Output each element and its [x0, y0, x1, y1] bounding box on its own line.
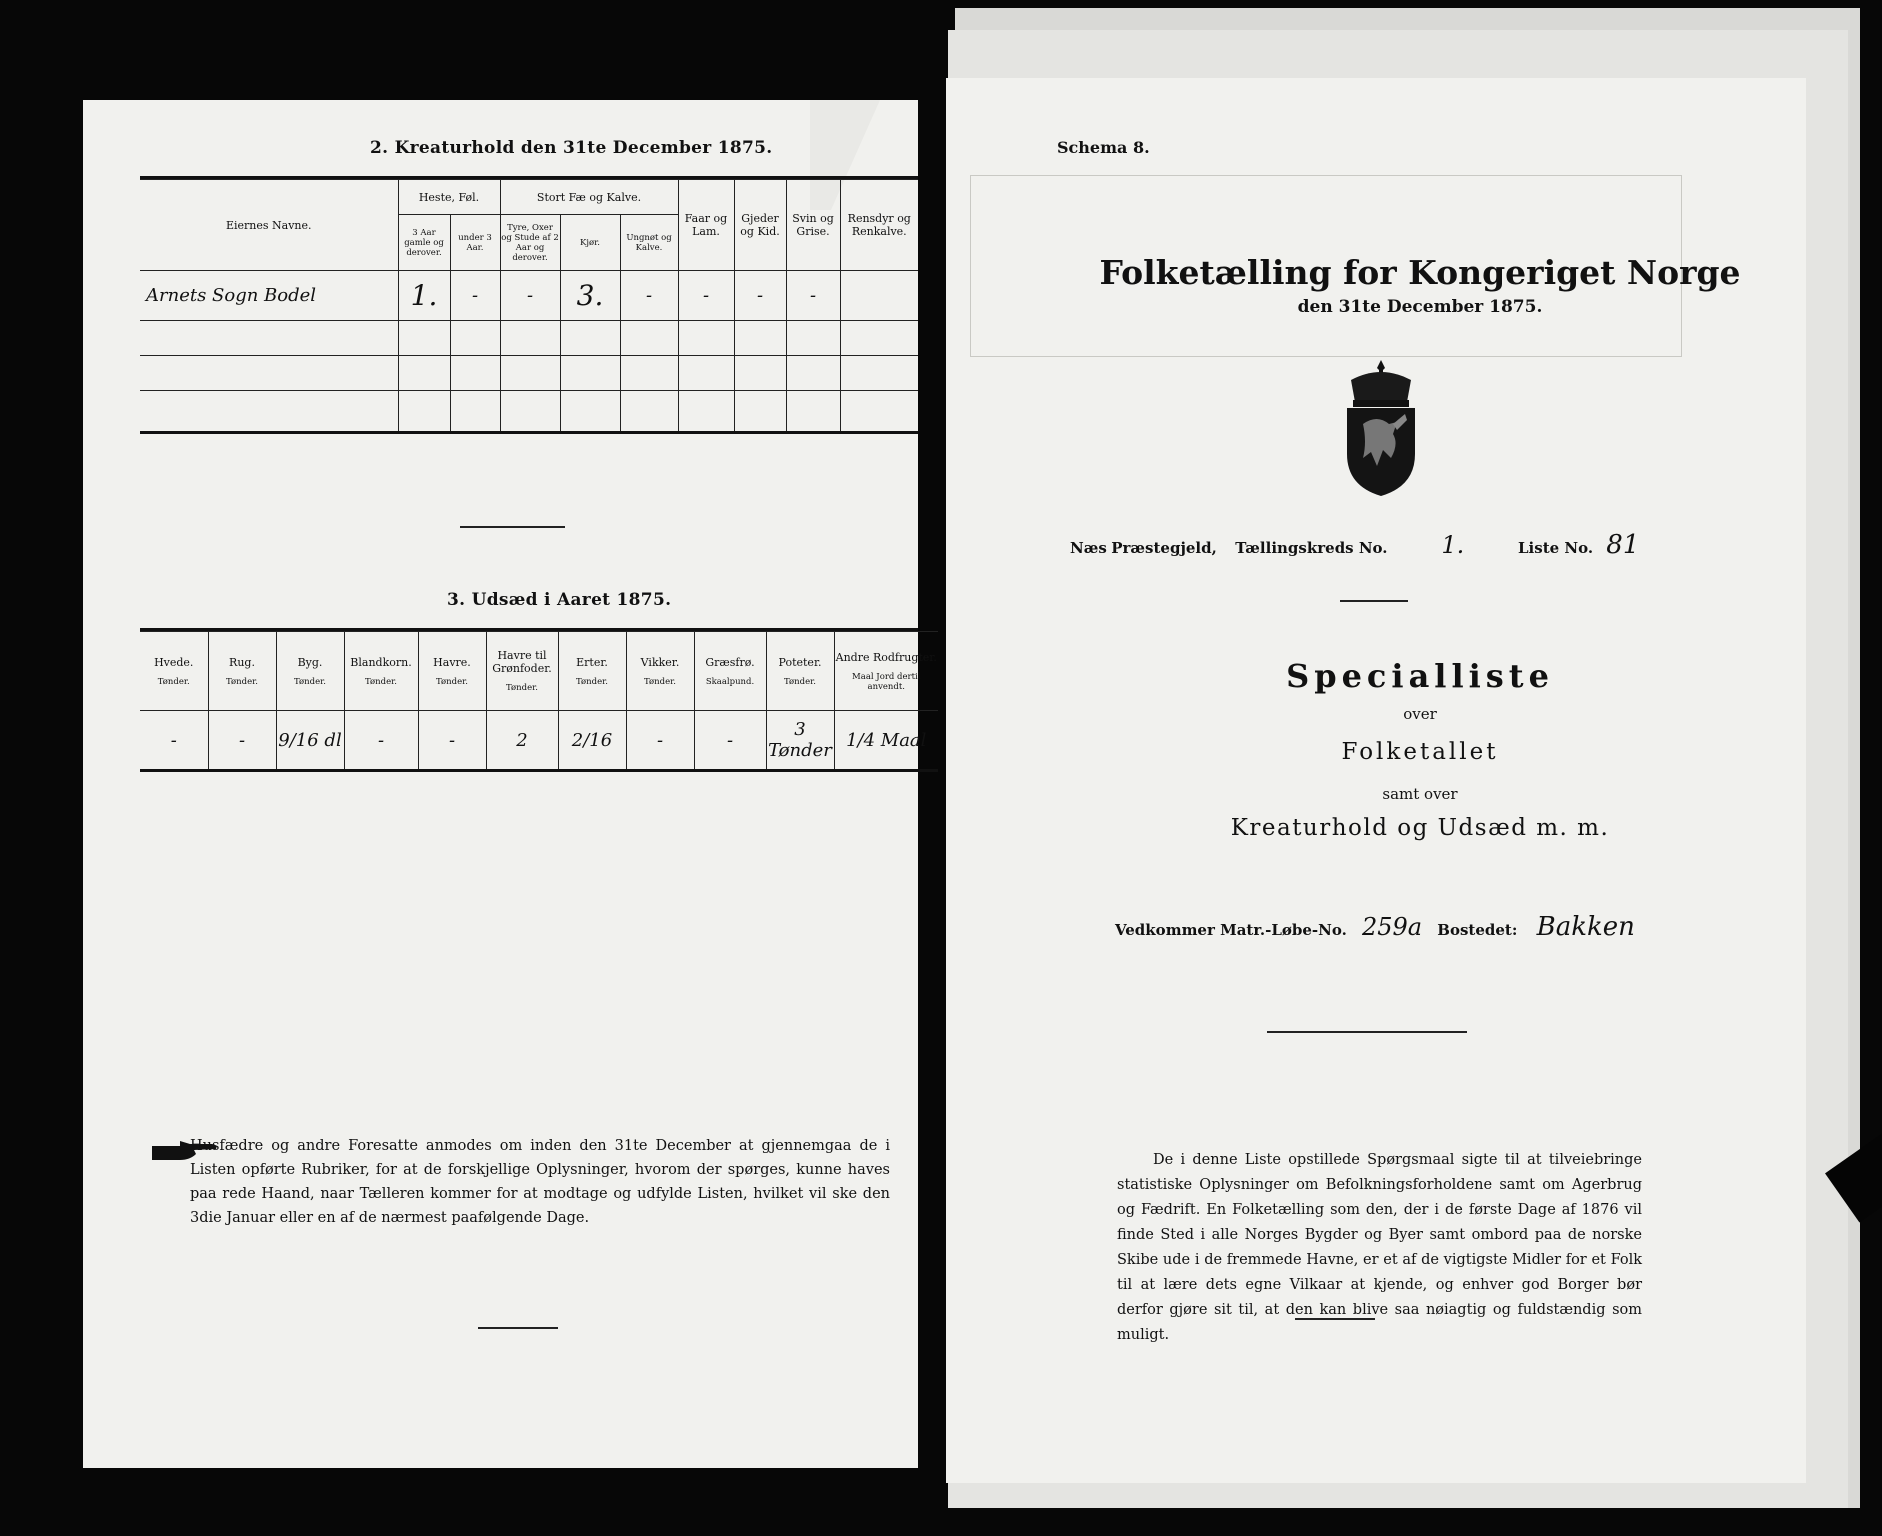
udsaed-value-cell: -	[418, 711, 486, 771]
folketallet-heading: Folketallet	[1341, 739, 1499, 765]
svin-header: Svin og Grise.	[786, 180, 840, 271]
bosted-value: Bakken	[1536, 912, 1635, 942]
heste-sub-old: 3 Aar gamle og derover.	[398, 215, 450, 271]
udsaed-column-name: Havre til Grønfoder.	[492, 649, 552, 675]
udsaed-column-unit: Tønder.	[365, 676, 397, 687]
udsaed-column-unit: Maal Jord dertil anvendt.	[852, 671, 921, 692]
owner-header: Eiernes Navne.	[140, 180, 398, 271]
table-row	[140, 391, 918, 433]
matrikkel-line	[1115, 912, 1635, 942]
specialliste-heading: Specialliste	[1286, 657, 1554, 695]
kjor-cell: 3.	[560, 271, 620, 321]
divider	[1267, 1031, 1467, 1033]
over-text: over	[1403, 705, 1437, 723]
udsaed-column-name: Hvede.	[154, 655, 194, 669]
samt-over-text: samt over	[1382, 785, 1458, 803]
location-line	[1070, 530, 1790, 560]
divider	[478, 1327, 558, 1329]
udsaed-column-unit: Tønder.	[506, 683, 538, 693]
gjeder-header: Gjeder og Kid.	[734, 180, 786, 271]
section3-title: 3. Udsæd i Aaret 1875.	[447, 590, 672, 610]
udsaed-header-cell	[486, 632, 558, 711]
schema-label: Schema 8.	[1057, 138, 1150, 157]
rensdyr-header: Rensdyr og Renkalve.	[840, 180, 918, 271]
udsaed-column-unit: Tønder.	[157, 676, 190, 687]
table-row	[140, 711, 938, 771]
heste-old-cell: 1.	[398, 271, 450, 321]
instructions-notice: Husfædre og andre Foresatte anmodes om inden den 31te December at gjennemgaa de i Listen opførte Rubriker, for at de forskjellige Oplysninger, hvorom der spørges, kunne haves paa rede Haand, naar Tælleren kommer for at modtage og udfylde Listen, hvilket vil ske den 3die Januar eller en af de nærmest paafølgende Dage.	[190, 1138, 890, 1226]
kjor-sub: Kjør.	[560, 215, 620, 271]
udsaed-value-cell: -	[626, 711, 694, 771]
udsaed-column-unit: Tønder.	[784, 676, 816, 687]
udsaed-header-cell	[208, 632, 276, 711]
udsaed-column-name: Erter.	[576, 655, 608, 669]
udsaed-header-cell	[694, 632, 766, 711]
udsaed-value-cell: 1/4 Maal	[834, 711, 938, 771]
ungnot-cell: -	[620, 271, 678, 321]
coat-of-arms-icon	[1337, 358, 1425, 498]
table-row	[140, 321, 918, 356]
udsaed-column-name: Blandkorn.	[350, 655, 412, 669]
tyre-cell: -	[500, 271, 560, 321]
kreaturhold-table	[140, 179, 918, 434]
udsaed-value-cell: 3 Tønder	[766, 711, 834, 771]
udsaed-header-row	[140, 632, 938, 711]
udsaed-table	[140, 631, 938, 772]
liste-label: Liste No.	[1518, 539, 1594, 557]
tyre-sub: Tyre, Oxer og Stude af 2 Aar og derover.	[500, 215, 560, 271]
udsaed-column-unit: Tønder.	[294, 676, 326, 687]
udsaed-header-cell	[626, 632, 694, 711]
udsaed-column-name: Byg.	[297, 655, 323, 669]
udsaed-header-cell	[344, 632, 418, 711]
ungnot-sub: Ungnøt og Kalve.	[620, 215, 678, 271]
udsaed-header-cell	[276, 632, 344, 711]
udsaed-column-unit: Skaalpund.	[705, 676, 755, 687]
udsaed-value-cell: -	[140, 711, 208, 771]
matr-label: Vedkommer Matr.-Løbe-No.	[1115, 921, 1347, 939]
udsaed-value-cell: 2	[486, 711, 558, 771]
bosted-label: Bostedet:	[1437, 921, 1518, 939]
census-date: den 31te December 1875.	[1297, 297, 1543, 317]
udsaed-column-unit: Tønder.	[226, 676, 258, 687]
udsaed-value-cell: -	[208, 711, 276, 771]
section2-title: 2. Kreaturhold den 31te December 1875.	[370, 138, 773, 158]
faar-header: Faar og Lam.	[678, 180, 734, 271]
udsaed-value-cell: 2/16	[558, 711, 626, 771]
udsaed-column-name: Andre Rodfrugter.	[835, 650, 937, 664]
udsaed-column-name: Græsfrø.	[705, 655, 755, 669]
rensdyr-cell	[840, 271, 918, 321]
udsaed-column-name: Havre.	[433, 655, 471, 669]
udsaed-column-name: Rug.	[229, 655, 255, 669]
udsaed-column-unit: Tønder.	[576, 676, 608, 687]
svin-cell: -	[786, 271, 840, 321]
udsaed-value-cell: -	[694, 711, 766, 771]
udsaed-value-cell: -	[344, 711, 418, 771]
udsaed-header-cell	[140, 632, 208, 711]
liste-value: 81	[1606, 530, 1640, 560]
heste-young-cell: -	[450, 271, 500, 321]
udsaed-value-cell: 9/16 dl	[276, 711, 344, 771]
udsaed-column-unit: Tønder.	[644, 676, 676, 687]
udsaed-column-name: Poteter.	[778, 655, 822, 669]
main-title: Folketælling for Kongeriget Norge	[1099, 253, 1741, 292]
kreds-label: Tællingskreds No.	[1235, 539, 1388, 557]
faar-cell: -	[678, 271, 734, 321]
intro-paragraph: De i denne Liste opstillede Spørgsmaal sigte til at tilveiebringe statistiske Oplysninger om Befolkningsforholdene samt om Agerbrug og Fædrift. En Folketælling som den, der i de første Dage af 1876 vil finde Sted i alle Norges Bygder og Byer samt ombord paa de norske Skibe ude i de fremmede Havne, er et af de vigtigste Midler for et Folk til at lære dets egne Vilkaar at kjende, og enhver god Borger bør derfor gjøre sit til, at den kan blive saa nøiagtig og fuldstændig som muligt.	[1117, 1152, 1642, 1343]
stort-fae-header: Stort Fæ og Kalve.	[500, 180, 678, 215]
table-row	[140, 356, 918, 391]
heste-sub-young: under 3 Aar.	[450, 215, 500, 271]
kreds-value: 1.	[1441, 531, 1465, 559]
udsaed-column-name: Vikker.	[640, 655, 680, 669]
table-row	[140, 271, 918, 321]
divider	[1295, 1318, 1375, 1320]
kreaturhold-heading: Kreaturhold og Udsæd m. m.	[1230, 815, 1610, 841]
udsaed-column-unit: Tønder.	[436, 676, 468, 687]
heste-header: Heste, Føl.	[398, 180, 500, 215]
divider	[460, 526, 565, 528]
matr-value: 259a	[1361, 913, 1423, 941]
udsaed-header-cell	[558, 632, 626, 711]
prestegjeld-value: Næs	[1070, 539, 1107, 557]
owner-cell: Arnets Sogn Bodel	[140, 271, 398, 321]
udsaed-header-cell	[766, 632, 834, 711]
udsaed-header-cell	[418, 632, 486, 711]
divider	[1340, 600, 1408, 602]
gjeder-cell: -	[734, 271, 786, 321]
prestegjeld-label: Præstegjeld,	[1111, 539, 1217, 557]
udsaed-header-cell	[834, 632, 938, 711]
